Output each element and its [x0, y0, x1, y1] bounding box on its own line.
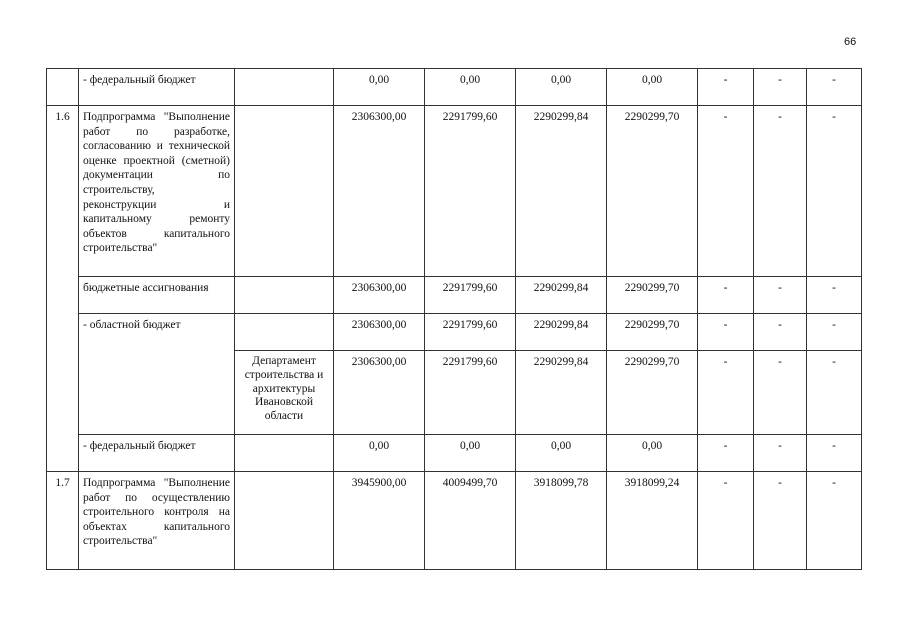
value-cell: 2290299,84 [516, 314, 607, 351]
value-cell: 2290299,70 [607, 351, 698, 435]
value-cell: 2306300,00 [334, 106, 425, 277]
dash-cell: - [807, 106, 862, 277]
value-cell: 2290299,84 [516, 106, 607, 277]
table-row [47, 277, 862, 314]
value-cell: 0,00 [516, 69, 607, 106]
department-cell: Департамент строительства и архитектуры Ивановской области [235, 351, 334, 435]
value-cell: 2306300,00 [334, 351, 425, 435]
value-cell: 3945900,00 [334, 472, 425, 570]
dash-cell: - [698, 472, 754, 570]
dash-cell: - [754, 277, 807, 314]
value-cell: 4009499,70 [425, 472, 516, 570]
department-cell [235, 106, 334, 277]
value-cell: 2291799,60 [425, 106, 516, 277]
department-cell [235, 314, 334, 351]
row-label: - федеральный бюджет [79, 69, 235, 106]
row-label: - областной бюджет [79, 314, 235, 435]
value-cell: 3918099,78 [516, 472, 607, 570]
budget-table [46, 68, 862, 570]
table-row [47, 472, 862, 570]
value-cell: 2291799,60 [425, 314, 516, 351]
row-label: - федеральный бюджет [79, 435, 235, 472]
dash-cell: - [807, 435, 862, 472]
dash-cell: - [807, 472, 862, 570]
dash-cell: - [807, 351, 862, 435]
dash-cell: - [754, 472, 807, 570]
dash-cell: - [807, 314, 862, 351]
table-row [47, 106, 862, 277]
table-row [47, 314, 862, 351]
dash-cell: - [754, 351, 807, 435]
department-cell [235, 472, 334, 570]
value-cell: 0,00 [425, 435, 516, 472]
dash-cell: - [754, 69, 807, 106]
value-cell: 2290299,70 [607, 314, 698, 351]
value-cell: 2290299,70 [607, 106, 698, 277]
page-number: 66 [844, 36, 857, 48]
table-row [47, 69, 862, 106]
department-cell [235, 69, 334, 106]
department-cell [235, 277, 334, 314]
index-cell: 1.7 [47, 472, 79, 570]
dash-cell: - [698, 69, 754, 106]
value-cell: 2290299,84 [516, 277, 607, 314]
department-cell [235, 435, 334, 472]
index-cell: 1.6 [47, 106, 79, 472]
row-label: Подпрограмма "Выполнение работ по осуществлению строительного контроля на объектах капитального строительства" [79, 472, 235, 570]
row-label: Подпрограмма "Выполнение работ по разработке, согласованию и технической оценке проектной (сметной) документации по строительству, реконструкции и капитальному ремонту объектов капитального строительства" [79, 106, 235, 277]
dash-cell: - [754, 435, 807, 472]
index-cell [47, 69, 79, 106]
value-cell: 2291799,60 [425, 351, 516, 435]
value-cell: 0,00 [334, 435, 425, 472]
row-label: бюджетные ассигнования [79, 277, 235, 314]
dash-cell: - [754, 106, 807, 277]
table-row [47, 435, 862, 472]
dash-cell: - [698, 314, 754, 351]
dash-cell: - [754, 314, 807, 351]
value-cell: 2290299,70 [607, 277, 698, 314]
dash-cell: - [698, 106, 754, 277]
dash-cell: - [807, 277, 862, 314]
value-cell: 0,00 [607, 435, 698, 472]
value-cell: 0,00 [607, 69, 698, 106]
value-cell: 2291799,60 [425, 277, 516, 314]
value-cell: 2290299,84 [516, 351, 607, 435]
value-cell: 0,00 [516, 435, 607, 472]
dash-cell: - [698, 277, 754, 314]
value-cell: 0,00 [425, 69, 516, 106]
value-cell: 3918099,24 [607, 472, 698, 570]
dash-cell: - [807, 69, 862, 106]
value-cell: 2306300,00 [334, 277, 425, 314]
dash-cell: - [698, 435, 754, 472]
value-cell: 0,00 [334, 69, 425, 106]
dash-cell: - [698, 351, 754, 435]
value-cell: 2306300,00 [334, 314, 425, 351]
